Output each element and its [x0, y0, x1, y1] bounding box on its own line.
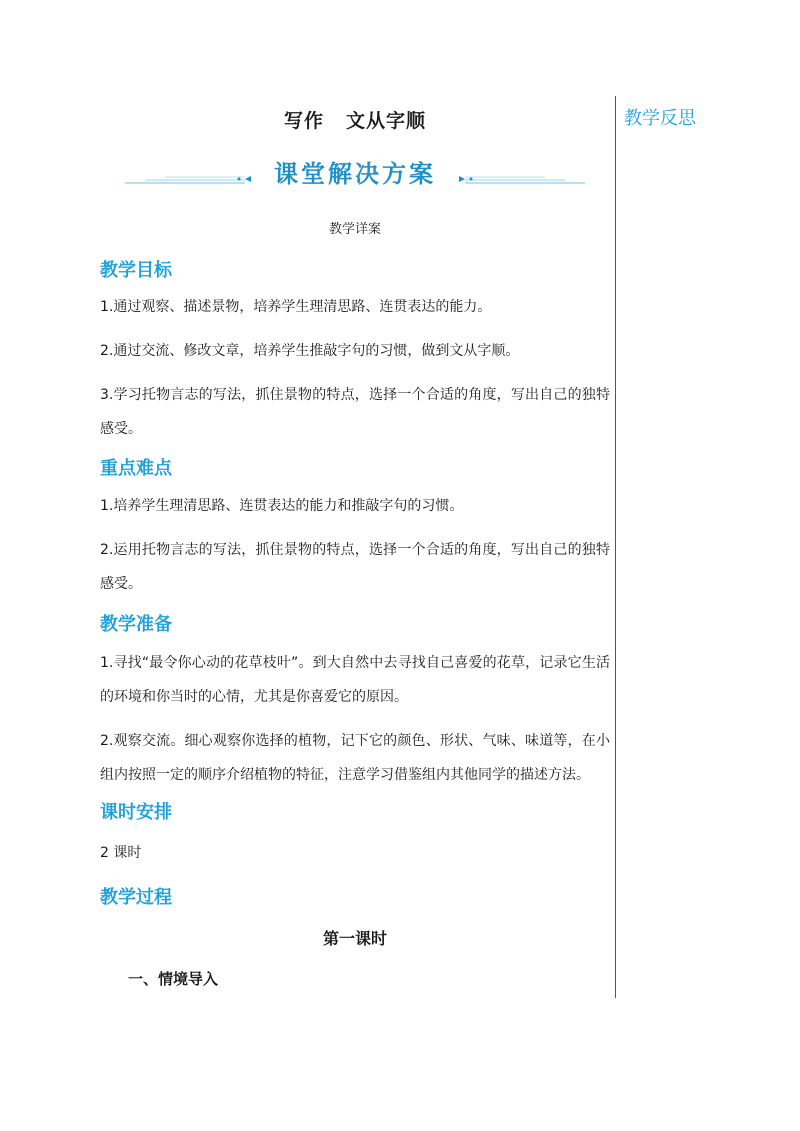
section-banner	[125, 154, 585, 194]
goal-item: 1.通过观察、描述景物，培养学生理清思路、连贯表达的能力。	[100, 299, 492, 315]
title-left: 写作	[283, 110, 324, 132]
heading-key-points: 重点难点	[100, 458, 172, 479]
key-point-item: 1.培养学生理清思路、连贯表达的能力和推敲字句的习惯。	[100, 498, 464, 514]
goal-item: 3.学习托物言志的写法，抓住景物的特点，选择一个合适的角度，写出自己的独特感受。	[100, 387, 610, 437]
heading-process: 教学过程	[100, 887, 172, 908]
reflection-column-divider	[615, 96, 616, 998]
schedule-text: 2 课时	[100, 845, 142, 861]
lesson-plan-content	[100, 0, 610, 1131]
preparation-item: 1.寻找“最令你心动的花草枝叶”。到大自然中去寻找自己喜爱的花草，记录它生活的环境和你当时的心情，尤其是你喜爱它的原因。	[100, 655, 610, 705]
page-title	[100, 106, 610, 133]
subtitle: 教学详案	[328, 222, 381, 237]
heading-schedule: 课时安排	[100, 802, 172, 823]
heading-preparation: 教学准备	[100, 614, 172, 635]
preparation-item: 2.观察交流。细心观察你选择的植物，记下它的颜色、形状、气味、味道等，在小组内按照一定的顺序介绍植物的特征，注意学习借鉴组内其他同学的描述方法。	[100, 733, 610, 783]
heading-goals: 教学目标	[100, 260, 172, 281]
lesson-title: 第一课时	[322, 929, 387, 948]
reflection-heading: 教学反思	[624, 108, 696, 129]
title-right: 文从字顺	[346, 110, 427, 132]
banner-title: 课堂解决方案	[274, 159, 436, 188]
goal-item: 2.通过交流、修改文章，培养学生推敲字句的习惯，做到文从字顺。	[100, 343, 520, 359]
key-point-item: 2.运用托物言志的写法，抓住景物的特点，选择一个合适的角度，写出自己的独特感受。	[100, 542, 610, 592]
step-title: 一、情境导入	[128, 970, 219, 988]
